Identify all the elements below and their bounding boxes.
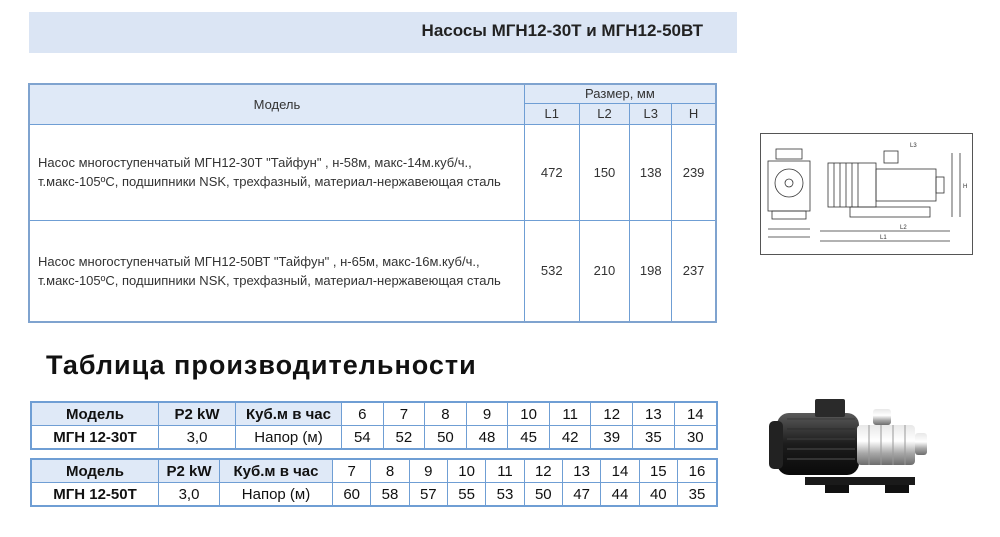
power-value: 3,0 xyxy=(159,483,220,507)
performance-table-50t xyxy=(30,458,718,507)
row-l1: 532 xyxy=(524,220,579,322)
head-cell: 55 xyxy=(447,483,485,507)
flow-cell: 9 xyxy=(409,459,447,483)
row-l2: 210 xyxy=(579,220,630,322)
head-cell: 58 xyxy=(371,483,409,507)
pump-photo xyxy=(765,385,930,505)
flow-cell: 8 xyxy=(425,402,467,426)
flow-cell: 12 xyxy=(591,402,633,426)
head-cell: 30 xyxy=(674,426,717,450)
head-cell: 35 xyxy=(633,426,675,450)
model-name: МГН 12-50Т xyxy=(31,483,159,507)
flow-cell: 11 xyxy=(549,402,591,426)
col-l1: L1 xyxy=(524,103,579,124)
head-cell: 50 xyxy=(524,483,562,507)
flow-cell: 10 xyxy=(447,459,485,483)
model-header: Модель xyxy=(29,84,524,124)
head-cell: 44 xyxy=(601,483,639,507)
row-description: Насос многоступенчатый МГН12-50ВТ "Тайфун" , н-65м, макс-16м.куб/ч., т.макс-105ºC, подшипники NSK, трехфазный, материал-нержавеющая сталь xyxy=(29,220,524,322)
row-l1: 472 xyxy=(524,124,579,220)
flow-cell: 9 xyxy=(466,402,508,426)
flow-cell: 13 xyxy=(633,402,675,426)
flow-label: Куб.м в час xyxy=(220,459,333,483)
head-label: Напор (м) xyxy=(220,483,333,507)
head-cell: 42 xyxy=(549,426,591,450)
flow-cell: 7 xyxy=(383,402,425,426)
head-cell: 45 xyxy=(508,426,550,450)
head-label: Напор (м) xyxy=(236,426,342,450)
drawing-label-l1: L1 xyxy=(880,235,887,241)
flow-cell: 7 xyxy=(333,459,371,483)
head-cell: 35 xyxy=(677,483,717,507)
head-cell: 39 xyxy=(591,426,633,450)
col-l3: L3 xyxy=(630,103,672,124)
head-cell: 52 xyxy=(383,426,425,450)
performance-table-30t xyxy=(30,401,718,450)
flow-label: Куб.м в час xyxy=(236,402,342,426)
drawing-label-l2: L2 xyxy=(900,225,907,231)
drawing-label-l3: L3 xyxy=(910,143,917,149)
power-label: P2 kW xyxy=(159,459,220,483)
title-bar xyxy=(29,12,737,53)
head-cell: 48 xyxy=(466,426,508,450)
head-cell: 60 xyxy=(333,483,371,507)
table-row xyxy=(29,220,716,322)
model-label: Модель xyxy=(31,402,159,426)
flow-cell: 11 xyxy=(486,459,524,483)
head-cell: 54 xyxy=(342,426,384,450)
row-h: 239 xyxy=(672,124,716,220)
row-description: Насос многоступенчатый МГН12-30Т "Тайфун" , н-58м, макс-14м.куб/ч., т.макс-105ºC, подшипники NSK, трехфазный, материал-нержавеющая сталь xyxy=(29,124,524,220)
performance-title: Таблица производительности xyxy=(46,350,477,380)
col-h: H xyxy=(672,103,716,124)
row-l3: 198 xyxy=(630,220,672,322)
head-cell: 57 xyxy=(409,483,447,507)
flow-cell: 16 xyxy=(677,459,717,483)
power-label: P2 kW xyxy=(159,402,236,426)
flow-cell: 8 xyxy=(371,459,409,483)
table-row xyxy=(29,124,716,220)
flow-cell: 14 xyxy=(601,459,639,483)
flow-cell: 6 xyxy=(342,402,384,426)
drawing-label-h: H xyxy=(963,184,968,190)
head-cell: 47 xyxy=(562,483,600,507)
model-label: Модель xyxy=(31,459,159,483)
flow-cell: 10 xyxy=(508,402,550,426)
size-header: Размер, мм xyxy=(524,84,716,103)
flow-cell: 13 xyxy=(562,459,600,483)
flow-cell: 15 xyxy=(639,459,677,483)
row-l2: 150 xyxy=(579,124,630,220)
page-title: Насосы МГН12-30Т и МГН12-50ВТ xyxy=(421,21,703,40)
model-name: МГН 12-30Т xyxy=(31,426,159,450)
spec-table xyxy=(28,83,717,323)
row-l3: 138 xyxy=(630,124,672,220)
pump-dimension-drawing xyxy=(760,133,973,255)
col-l2: L2 xyxy=(579,103,630,124)
head-cell: 53 xyxy=(486,483,524,507)
head-cell: 50 xyxy=(425,426,467,450)
head-cell: 40 xyxy=(639,483,677,507)
flow-cell: 12 xyxy=(524,459,562,483)
flow-cell: 14 xyxy=(674,402,717,426)
power-value: 3,0 xyxy=(159,426,236,450)
row-h: 237 xyxy=(672,220,716,322)
